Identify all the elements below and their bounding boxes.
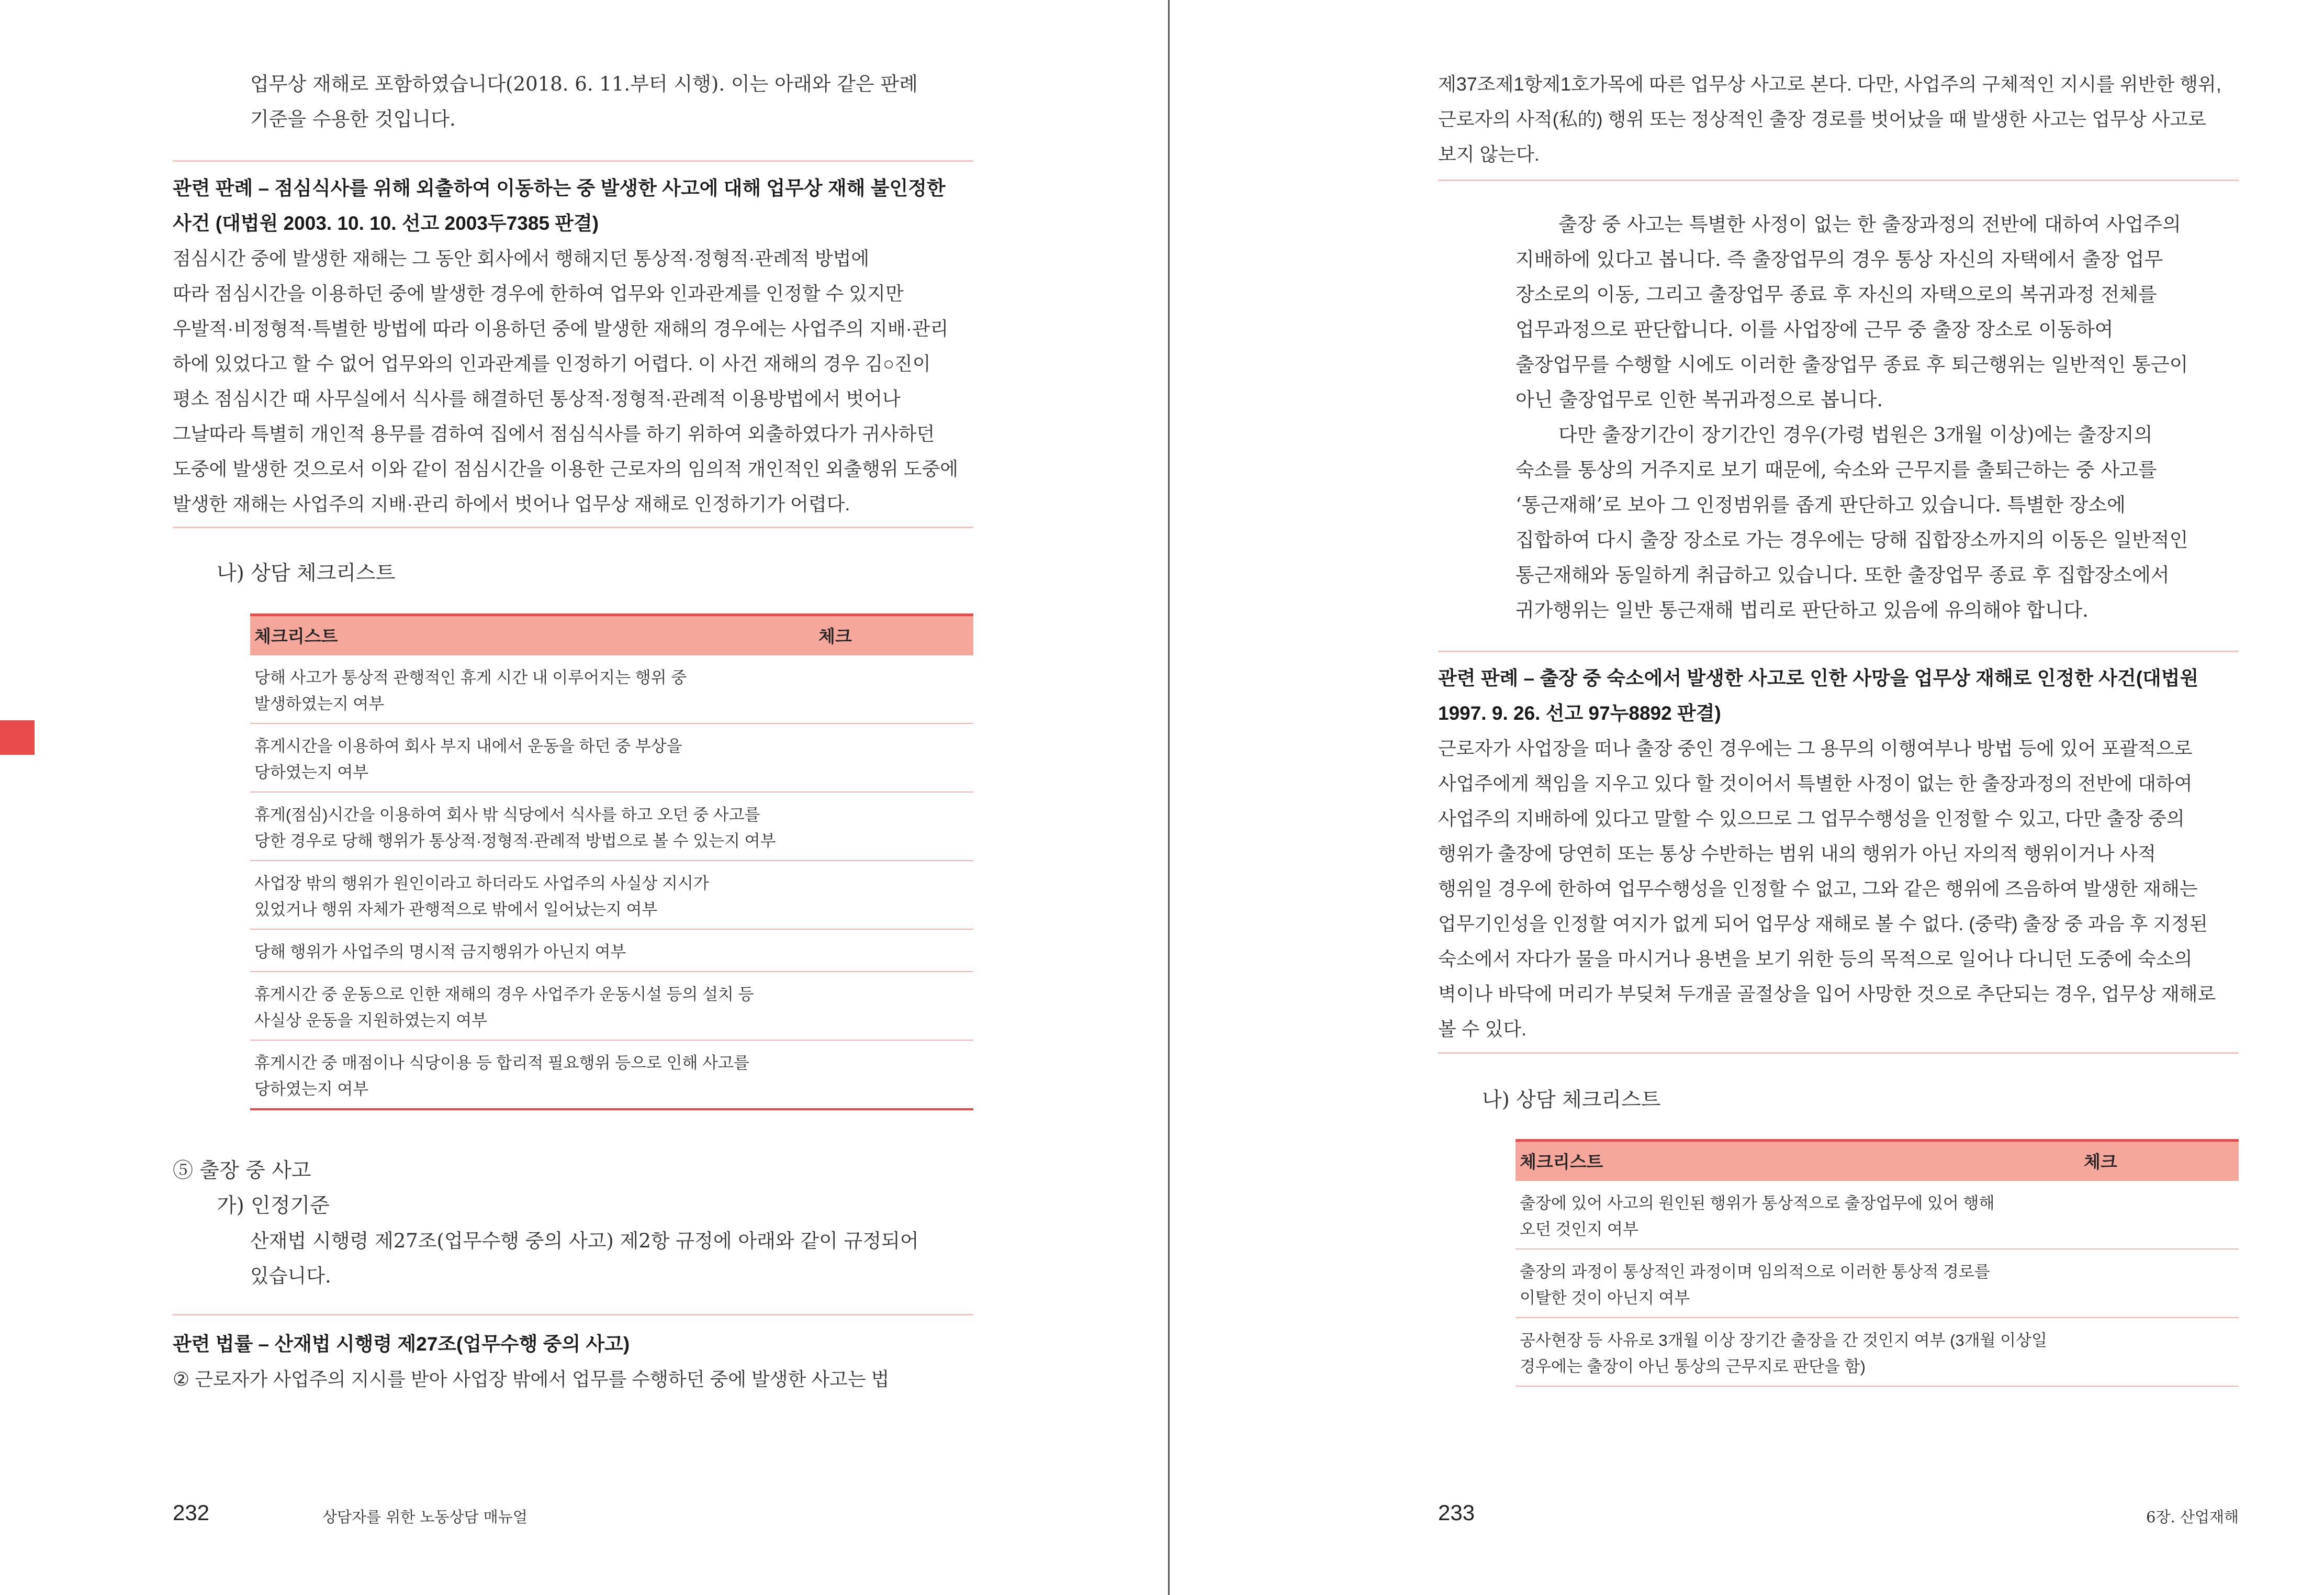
checklist-row [1515, 1181, 2239, 1250]
checklist-row-text: 휴게(점심)시간을 이용하여 회사 밖 식당에서 식사를 하고 오던 중 사고를 [254, 806, 760, 824]
page-gutter [1168, 0, 1170, 1595]
case-body-line: 그날따라 특별히 개인적 용무를 겸하여 집에서 점심식사를 하기 위하여 외출하였다가 귀사하던 [173, 423, 935, 444]
case-body-line: 숙소에서 자다가 물을 마시거나 용변을 보기 위한 등의 목적으로 일어나 다니던 도중에 숙소의 [1438, 948, 2193, 969]
body-line: 아닌 출장업무로 인한 복귀과정으로 봅니다. [1515, 388, 1883, 411]
page-number: 232 [173, 1500, 210, 1525]
right-page [1438, 0, 2239, 1595]
case-body-line: 우발적·비정형적·특별한 방법에 따라 이용하던 중에 발생한 재해의 경우에는 사업주의 지배·관리 [173, 318, 949, 339]
checklist-row-text: 당해 행위가 사업주의 명시적 금지행위가 아닌지 여부 [254, 943, 626, 961]
case-title-line: 관련 판례 – 출장 중 숙소에서 발생한 사고로 인한 사망을 업무상 재해로 인정한 사건(대법원 [1438, 667, 2199, 689]
checklist-row-text: 당하였는지 여부 [254, 763, 369, 782]
checklist-header-check: 체크 [818, 627, 852, 646]
section-paragraph [250, 1223, 973, 1293]
section-title: ⑤ 출장 중 사고 [173, 1159, 311, 1183]
intro-line: 기준을 수용한 것입니다. [250, 108, 456, 130]
left-page [173, 0, 973, 1595]
law-line: 근로자의 사적(私的) 행위 또는 정상적인 출장 경로를 벗어났을 때 발생한 사고는 업무상 사고로 [1438, 108, 2206, 130]
checklist-row-text: 출장의 과정이 통상적인 과정이며 임의적으로 이러한 통상적 경로를 [1520, 1263, 1990, 1281]
body-line: 출장업무를 수행할 시에도 이러한 출장업무 종료 후 퇴근행위는 일반적인 통근이 [1515, 353, 2188, 376]
checklist-row [250, 972, 973, 1041]
body-line: 통근재해와 동일하게 취급하고 있습니다. 또한 출장업무 종료 후 집합장소에서 [1515, 564, 2170, 586]
case-body-line: 점심시간 중에 발생한 재해는 그 동안 회사에서 행해지던 통상적·정형적·관례적 방법에 [173, 248, 870, 269]
checklist-row-text: 당한 경우로 당해 행위가 통상적·정형적·관례적 방법으로 볼 수 있는지 여부 [254, 832, 776, 850]
divider [1438, 1052, 2239, 1054]
section-line: 있습니다. [250, 1265, 331, 1287]
body-line: 다만 출장기간이 장기간인 경우(가령 법원은 3개월 이상)에는 출장지의 [1558, 423, 2153, 446]
subsection-title: 가) 인정기준 [217, 1194, 330, 1218]
chapter-edge-tab [0, 720, 35, 755]
checklist-header-check: 체크 [2084, 1152, 2117, 1172]
intro-line: 업무상 재해로 포함하였습니다(2018. 6. 11.부터 시행). 이는 아래와 같은 판례 [250, 73, 918, 95]
checklist-row-text: 출장에 있어 사고의 원인된 행위가 통상적으로 출장업무에 있어 행해 [1520, 1194, 1995, 1212]
case-body-line: 볼 수 있다. [1438, 1018, 1527, 1040]
case-body-line: 하에 있었다고 할 수 없어 업무와의 인과관계를 인정하기 어렵다. 이 사건 재해의 경우 김○진이 [173, 353, 931, 374]
page-number: 233 [1438, 1500, 1475, 1525]
checklist-row [250, 1041, 973, 1110]
law-line: 보지 않는다. [1438, 143, 1540, 165]
checklist-row [250, 930, 973, 972]
checklist-row-text: 사업장 밖의 행위가 원인이라고 하더라도 사업주의 사실상 지시가 [254, 874, 709, 893]
checklist-row [1515, 1250, 2239, 1318]
running-footer: 6장. 산업재해 [2146, 1508, 2239, 1526]
divider [1438, 180, 2239, 181]
intro-paragraph [250, 66, 973, 137]
checklist-row-text: 당하였는지 여부 [254, 1080, 369, 1098]
law-line: 제37조제1항제1호가목에 따른 업무상 사고로 본다. 다만, 사업주의 구체적인 지시를 위반한 행위, [1438, 73, 2221, 95]
law-text: ② 근로자가 사업주의 지시를 받아 사업장 밖에서 업무를 수행하던 중에 발생한 사고는 법 [173, 1368, 890, 1390]
body-line: ‘통근재해’로 보아 그 인정범위를 좁게 판단하고 있습니다. 특별한 장소에 [1515, 494, 2126, 516]
divider [1438, 651, 2239, 652]
law-title: 관련 법률 – 산재법 시행령 제27조(업무수행 중의 사고) [173, 1333, 630, 1355]
checklist-row-text: 당해 사고가 통상적 관행적인 휴게 시간 내 이루어지는 행위 중 [254, 668, 687, 687]
checklist-header [1515, 1139, 2239, 1181]
checklist-row [1515, 1318, 2239, 1387]
checklist-header-item: 체크리스트 [254, 627, 338, 646]
divider [173, 160, 973, 162]
case-box [1438, 661, 2239, 1046]
checklist-table [250, 614, 973, 1110]
body-line: 출장 중 사고는 특별한 사정이 없는 한 출장과정의 전반에 대하여 사업주의 [1558, 213, 2181, 236]
checklist-row-text: 휴게시간 중 운동으로 인한 재해의 경우 사업주가 운동시설 등의 설치 등 [254, 985, 754, 1003]
checklist-row-text: 오던 것인지 여부 [1520, 1220, 1638, 1239]
checklist-row-text: 사실상 운동을 지원하였는지 여부 [254, 1011, 488, 1030]
checklist-row-text: 공사현장 등 사유로 3개월 이상 장기간 출장을 간 것인지 여부 (3개월 이상일 [1520, 1331, 2047, 1349]
body-line: 업무과정으로 판단합니다. 이를 사업장에 근무 중 출장 장소로 이동하여 [1515, 318, 2114, 341]
case-body-line: 벽이나 바닥에 머리가 부딪쳐 두개골 골절상을 입어 사망한 것으로 추단되는 경우, 업무상 재해로 [1438, 983, 2216, 1005]
checklist-row-text: 휴게시간 중 매점이나 식당이용 등 합리적 필요행위 등으로 인해 사고를 [254, 1054, 749, 1072]
divider [173, 1314, 973, 1315]
checklist-row-text: 이탈한 것이 아닌지 여부 [1520, 1289, 1690, 1307]
checklist-row [250, 793, 973, 861]
checklist-heading: 나) 상담 체크리스트 [1482, 1088, 1661, 1112]
checklist-row [250, 724, 973, 793]
divider [173, 527, 973, 528]
body-line: 집합하여 다시 출장 장소로 가는 경우에는 당해 집합장소까지의 이동은 일반적인 [1515, 529, 2188, 551]
checklist-table [1515, 1139, 2239, 1387]
checklist-row-text: 휴게시간을 이용하여 회사 부지 내에서 운동을 하던 중 부상을 [254, 737, 682, 755]
checklist-row-text: 발생하였는지 여부 [254, 695, 385, 713]
case-title-line: 사건 (대법원 2003. 10. 10. 선고 2003두7385 판결) [173, 213, 599, 234]
body-line: 장소로의 이동, 그리고 출장업무 종료 후 자신의 자택으로의 복귀과정 전체를 [1515, 283, 2157, 306]
case-title-line: 1997. 9. 26. 선고 97누8892 판결) [1438, 702, 1721, 724]
case-body-line: 사업주의 지배하에 있다고 말할 수 있으므로 그 업무수행성을 인정할 수 있고, 다만 출장 중의 [1438, 808, 2185, 829]
checklist-heading: 나) 상담 체크리스트 [217, 562, 396, 585]
case-body-line: 근로자가 사업장을 떠나 출장 중인 경우에는 그 용무의 이행여부나 방법 등에 있어 포괄적으로 [1438, 738, 2193, 759]
case-title-line: 관련 판례 – 점심식사를 위해 외출하여 이동하는 중 발생한 사고에 대해 업무상 재해 불인정한 [173, 177, 946, 199]
case-body-line: 평소 점심시간 때 사무실에서 식사를 해결하던 통상적·정형적·관례적 이용방법에서 벗어나 [173, 388, 901, 409]
body-paragraph [1515, 207, 2239, 628]
body-line: 숙소를 통상의 거주지로 보기 때문에, 숙소와 근무지를 출퇴근하는 중 사고를 [1515, 459, 2157, 481]
section-line: 산재법 시행령 제27조(업무수행 중의 사고) 제2항 규정에 아래와 같이 규정되어 [250, 1230, 919, 1252]
body-line: 지배하에 있다고 봅니다. 즉 출장업무의 경우 통상 자신의 자택에서 출장 업무 [1515, 248, 2163, 271]
case-body-line: 업무기인성을 인정할 여지가 없게 되어 업무상 재해로 볼 수 없다. (중략) 출장 중 과음 후 지정된 [1438, 913, 2208, 934]
case-body-line: 행위가 출장에 당연히 또는 통상 수반하는 범위 내의 행위가 아닌 자의적 행위이거나 사적 [1438, 843, 2156, 864]
body-line: 귀가행위는 일반 통근재해 법리로 판단하고 있음에 유의해야 합니다. [1515, 599, 2089, 621]
checklist-row [250, 655, 973, 724]
law-continuation [1438, 66, 2239, 172]
case-body-line: 사업주에게 책임을 지우고 있다 할 것이어서 특별한 사정이 없는 한 출장과정의 전반에 대하여 [1438, 773, 2193, 794]
checklist-row-text: 있었거나 행위 자체가 관행적으로 밖에서 일어났는지 여부 [254, 900, 658, 919]
case-body-line: 발생한 재해는 사업주의 지배·관리 하에서 벗어나 업무상 재해로 인정하기가 어렵다. [173, 493, 850, 515]
case-body-line: 따라 점심시간을 이용하던 중에 발생한 경우에 한하여 업무와 인과관계를 인정할 수 있지만 [173, 283, 904, 304]
checklist-header [250, 614, 973, 655]
checklist-row [250, 861, 973, 930]
case-box [173, 171, 973, 521]
checklist-header-item: 체크리스트 [1520, 1152, 1603, 1172]
case-body-line: 도중에 발생한 것으로서 이와 같이 점심시간을 이용한 근로자의 임의적 개인적인 외출행위 도중에 [173, 458, 959, 479]
running-footer: 상담자를 위한 노동상담 매뉴얼 [322, 1508, 527, 1526]
case-body-line: 행위일 경우에 한하여 업무수행성을 인정할 수 없고, 그와 같은 행위에 즈음하여 발생한 재해는 [1438, 878, 2198, 899]
checklist-row-text: 경우에는 출장이 아닌 통상의 근무지로 판단을 함) [1520, 1357, 1866, 1376]
law-box [173, 1326, 973, 1397]
